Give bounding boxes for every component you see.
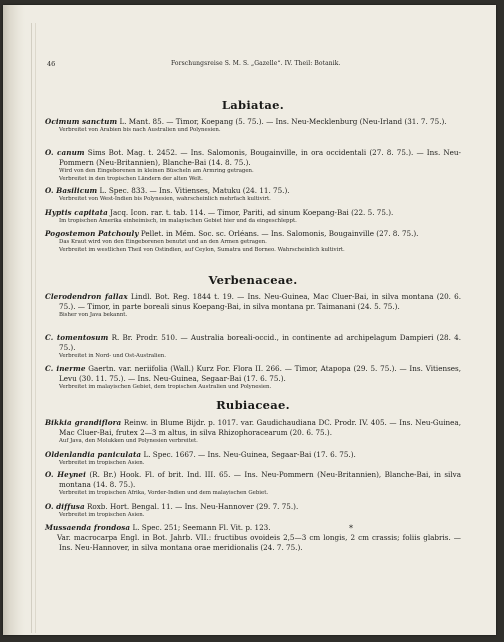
entry-clerodendron-fallax	[43, 292, 461, 320]
document-page	[3, 5, 496, 635]
entry-pogostemon-patchouly	[43, 229, 461, 254]
entry-oldenlandia-diffusa	[43, 502, 461, 520]
species-name: Ocimum sanctum	[45, 117, 118, 126]
entry-text: Pellet. in Mém. Soc. sc. Orléans. — Ins. Salomonis, Bougainville (27. 8. 75.).	[140, 229, 419, 238]
entry-note: Verbreitet im tropischen Afrika, Vorder-Indien und dem malayischen Gebiet.	[59, 490, 269, 497]
entry-text: (R. Br.) Hook. Fl. of brit. Ind. III. 65. — Ins. Neu-Pommern (Neu-Britannien), Blanche-Bai, in silva montana (14. 8. 75.).	[59, 470, 461, 490]
entry-ocimum-basilicum	[43, 186, 461, 204]
entry-clerodendron-tomentosum	[43, 333, 461, 361]
section-title-labiatae: Labiatae.	[221, 98, 285, 112]
entry-note: Wird von den Eingeborenen in kleinen Büscheln am Armring getragen.	[59, 168, 254, 175]
entry-note: Verbreitet im westlichen Theil von Ostindien, auf Ceylon, Sumatra und Borneo. Wahrscheinlich kultivirt.	[59, 246, 345, 253]
running-title: Forschungsreise S. M. S. „Gazelle“. IV. Theil: Botanik.	[171, 60, 341, 67]
entry-text: L. Spec. 1667. — Ins. Neu-Guinea, Segaar-Bai (17. 6. 75.).	[143, 450, 356, 459]
section-title-rubiaceae: Rubiaceae.	[216, 398, 290, 412]
entry-text: L. Spec. 251; Seemann Fl. Vit. p. 123.	[132, 523, 271, 532]
species-name: Mussaenda frondosa	[45, 523, 131, 532]
species-name: Bikkia grandiflora	[45, 418, 122, 427]
entry-clerodendron-inerme	[43, 364, 461, 392]
section-title-verbenaceae: Verbenaceae.	[208, 273, 298, 287]
entry-text: L. Spec. 833. — Ins. Vitienses, Matuku (24. 11. 75.).	[99, 186, 290, 195]
page-binding-edge	[3, 5, 25, 635]
entry-note: Das Kraut wird von den Eingeborenen benutzt und an den Armen getragen.	[59, 239, 267, 246]
entry-note: Verbreitet in den tropischen Ländern der alten Welt.	[59, 175, 203, 182]
species-name: Clerodendron fallax	[45, 292, 128, 301]
entry-text: Roxb. Hort. Bengal. 11. — Ins. Neu-Hannover (29. 7. 75.).	[87, 502, 299, 511]
entry-mussaenda-var-macrocarpa	[43, 533, 461, 553]
page-edge-lines	[31, 23, 36, 633]
entry-hyptis-capitata	[43, 208, 461, 226]
entry-note: Verbreitet in Nord- und Ost-Australien.	[59, 353, 166, 360]
entry-note: Verbreitet im malayischen Gebiet, dem tropischen Australien und Polynesien.	[59, 384, 272, 391]
entry-note: Auf Java, den Molukken und Polynesien verbreitet.	[59, 438, 198, 445]
species-name: Hyptis capitata	[45, 208, 108, 217]
entry-text: Gaertn. var. neriifolia (Wall.) Kurz For. Flora II. 266. — Timor, Atapopa (29. 5. 75.). — Ins. Vitienses, Levu (30. 11. 75.). — Ins. Neu-Guinea, Segaar-Bai (17. 6. 75.).	[59, 364, 461, 384]
species-name: Pogostemon Patchouly	[45, 229, 139, 238]
entry-text: R. Br. Prodr. 510. — Australia boreali-occid., in continente ad archipelagum Dampieri (28. 4. 75.).	[59, 333, 461, 353]
entry-text: Reinw. in Blume Bijdr. p. 1017. var. Gaudichaudiana DC. Prodr. IV. 405. — Ins. Neu-Guinea, Mac Cluer-Bai, frutex 2—3 m altus, in silva Rhizophoracearum (20. 6. 75.).	[59, 418, 461, 438]
species-name: Oldenlandia paniculata	[45, 450, 142, 459]
species-name: C. tomentosum	[45, 333, 109, 342]
entry-note: Verbreitet von West-Indien bis Polynesien, wahrscheinlich mehrfach kultivirt.	[59, 196, 271, 203]
pencil-mark: *	[349, 524, 353, 533]
entry-text: Lindl. Bot. Reg. 1844 t. 19. — Ins. Neu-Guinea, Mac Cluer-Bai, in silva montana (20. 6. 75.). — Timor, in parte boreali sinus Koepang-Bai, in silva montana pr. Taimanani (24. 5. 75.).	[59, 292, 461, 312]
entry-oldenlandia-paniculata	[43, 450, 461, 468]
species-name: O. diffusa	[45, 502, 85, 511]
entry-ocimum-sanctum	[43, 117, 461, 135]
species-name: C. inerme	[45, 364, 86, 373]
entry-bikkia-grandiflora	[43, 418, 461, 446]
entry-mussaenda-frondosa	[43, 523, 461, 533]
entry-text: Var. macrocarpa Engl. in Bot. Jahrb. VII.: fructibus ovoideis 2,5—3 cm longis, 2 cm crassis; foliis glabris. — Ins. Neu-Hannover, in silva montana orae meridionalis (24. 7. 75.).	[57, 533, 461, 553]
entry-note: Verbreitet im tropischen Asien.	[59, 512, 145, 519]
species-name: O. Heynei	[45, 470, 86, 479]
species-name: O. Basilicum	[45, 186, 98, 195]
species-name: O. canum	[45, 148, 85, 157]
entry-text: Jacq. Icon. rar. t. tab. 114. — Timor, Pariti, ad sinum Koepang-Bai (22. 5. 75.).	[110, 208, 394, 217]
entry-text: L. Mant. 85. — Timor, Koepang (5. 75.). — Ins. Neu-Mecklenburg (Neu-Irland (31. 7. 75.).	[119, 117, 447, 126]
page-number: 46	[47, 60, 56, 68]
entry-note: Bisher von Java bekannt.	[59, 312, 128, 319]
entry-note: Verbreitet im tropischen Asien.	[59, 460, 145, 467]
entry-ocimum-canum	[43, 148, 461, 183]
entry-note: Im tropischen Amerika einheimisch, im malayischen Gebiet hier und da eingeschleppt.	[59, 218, 297, 225]
entry-text: Sims Bot. Mag. t. 2452. — Ins. Salomonis, Bougainville, in ora occidentali (27. 8. 75.). — Ins. Neu-Pommern (Neu-Britannien), Blanche-Bai (14. 8. 75.).	[59, 148, 461, 168]
entry-note: Verbreitet von Arabien bis nach Australien und Polynesien.	[59, 127, 221, 134]
entry-oldenlandia-heynei	[43, 470, 461, 498]
